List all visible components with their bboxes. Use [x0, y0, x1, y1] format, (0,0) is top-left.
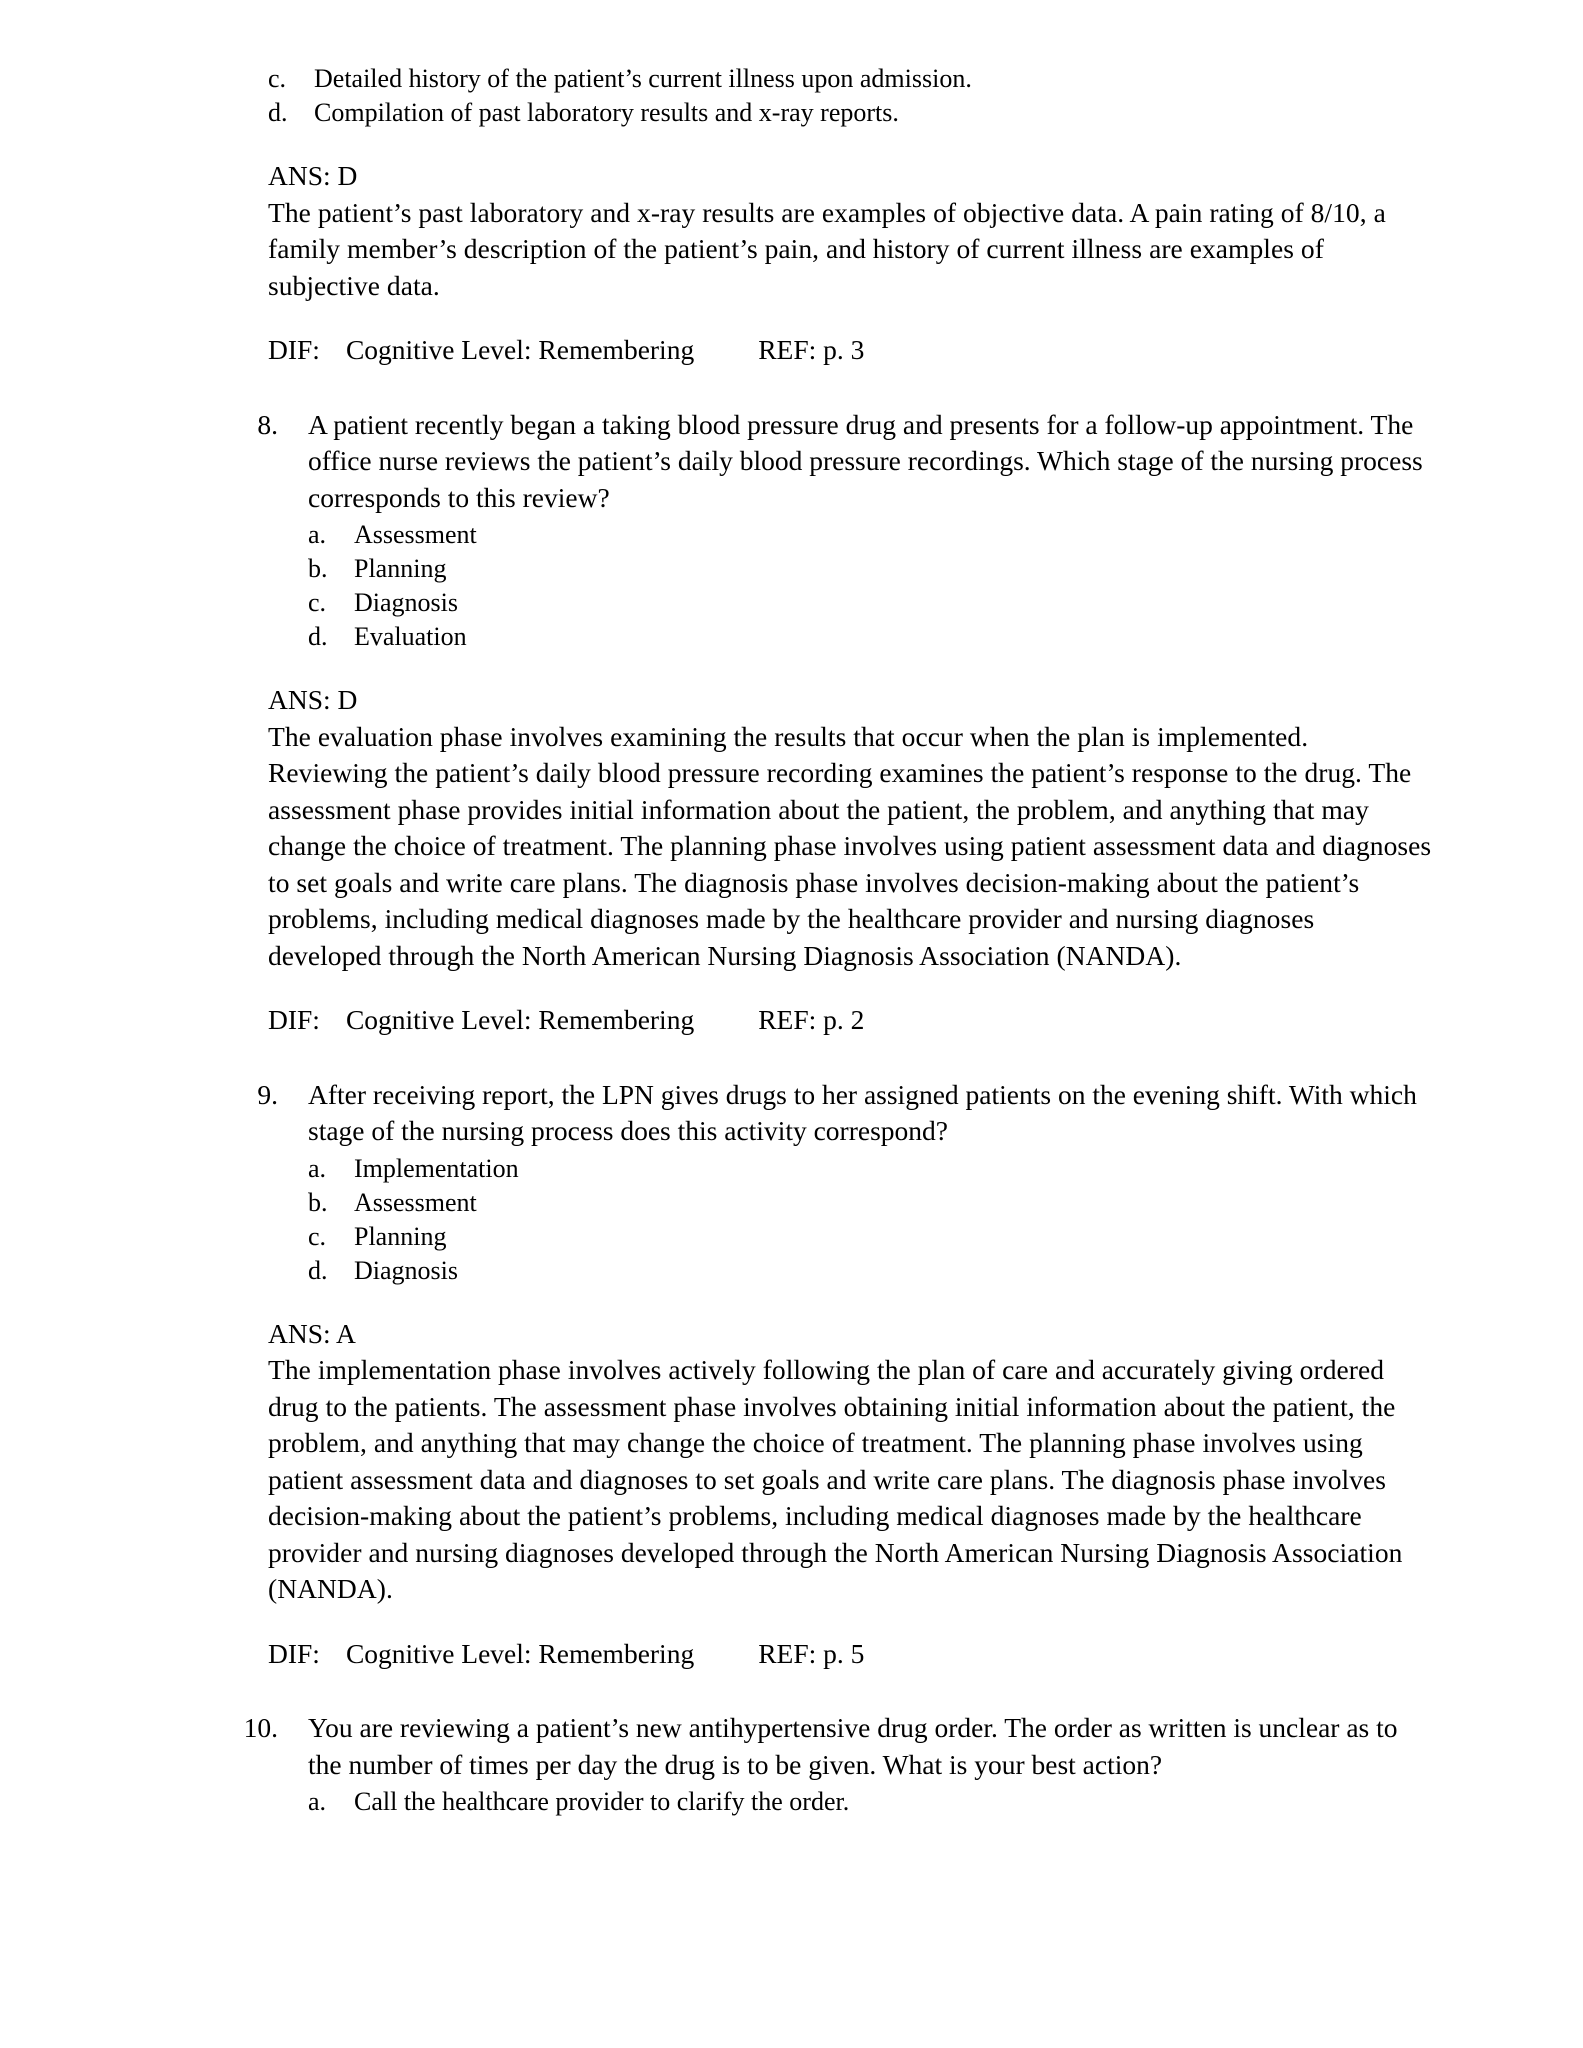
option-text: Diagnosis [354, 588, 458, 617]
list-item[interactable] [308, 552, 1432, 586]
dif-value: Cognitive Level: Remembering [345, 1637, 695, 1669]
list-item[interactable] [308, 586, 1432, 620]
option-letter: d. [308, 1255, 328, 1285]
option-text: Evaluation [354, 622, 467, 651]
metadata-line [268, 332, 1432, 369]
page-content [222, 62, 1432, 1819]
question-number: 8. [257, 408, 278, 440]
question-item [222, 407, 1432, 655]
dif-label: DIF: [268, 1004, 320, 1035]
question-stem: A patient recently began a taking blood pressure drug and presents for a follow-up appointment. The office nurse reviews the patient’s daily blood pressure recordings. Which stage of the nursing process corresponds to this review? [308, 408, 1423, 513]
answer-rationale: The evaluation phase involves examining the results that occur when the plan is implemented. Reviewing the patient’s daily blood pressure recording examines the patient’s response to the drug. The assessment phase provides initial information about the patient, the problem, and anything that may change the choice of treatment. The planning phase involves using patient assessment data and diagnoses to set goals and write care plans. The diagnosis phase involves decision-making about the patient’s problems, including medical diagnoses made by the healthcare provider and nursing diagnoses developed through the North American Nursing Diagnosis Association (NANDA). [268, 720, 1432, 971]
carryover-answer-block [268, 158, 1432, 304]
spacer [222, 1288, 1432, 1316]
option-text: Assessment [354, 520, 477, 549]
spacer [222, 369, 1432, 407]
spacer [222, 304, 1432, 332]
option-letter: c. [308, 1221, 327, 1251]
option-text: Diagnosis [354, 1255, 458, 1285]
option-text: Detailed history of the patient’s current illness upon admission. [314, 64, 972, 93]
answer-block [268, 682, 1432, 974]
list-item[interactable] [308, 1186, 1432, 1220]
question-item [222, 1710, 1432, 1819]
question-number: 10. [243, 1712, 278, 1743]
metadata-line [268, 1636, 1432, 1673]
options-list [308, 1785, 1432, 1819]
list-item[interactable] [308, 1152, 1432, 1186]
dif-label: DIF: [268, 334, 320, 365]
question-number: 9. [257, 1078, 278, 1110]
option-letter: b. [308, 1187, 328, 1217]
spacer [222, 1672, 1432, 1710]
ref-label: REF: [758, 1637, 817, 1669]
spacer [222, 1039, 1432, 1077]
option-text: Assessment [354, 1187, 477, 1217]
spacer [222, 1608, 1432, 1636]
question-stem: After receiving report, the LPN gives drugs to her assigned patients on the evening shift. With which stage of the nursing process does this activity correspond? [308, 1078, 1417, 1146]
list-item[interactable] [308, 518, 1432, 552]
metadata-line [268, 1002, 1432, 1039]
ref-label: REF: [758, 1004, 817, 1035]
option-letter: d. [308, 622, 328, 651]
list-item[interactable] [308, 620, 1432, 654]
dif-label: DIF: [268, 1637, 320, 1669]
ref-value: p. 5 [823, 1637, 865, 1669]
option-text: Call the healthcare provider to clarify the order. [354, 1787, 850, 1816]
ref-value: p. 2 [823, 1004, 865, 1035]
answer-rationale: The implementation phase involves actively following the plan of care and accurately giving ordered drug to the patients. The assessment phase involves obtaining initial information about the patient, the problem, and anything that may change the choice of treatment. The planning phase involves using patient assessment data and diagnoses to set goals and write care plans. The diagnosis phase involves decision-making about the patient’s problems, including medical diagnoses made by the healthcare provider and nursing diagnoses developed through the North American Nursing Diagnosis Association (NANDA). [268, 1354, 1403, 1604]
option-letter: d. [268, 98, 288, 127]
option-text: Implementation [354, 1153, 519, 1183]
option-letter: b. [308, 554, 328, 583]
option-letter: c. [308, 588, 327, 617]
dif-value: Cognitive Level: Remembering [345, 334, 695, 365]
list-item[interactable] [308, 1254, 1432, 1288]
options-list [308, 518, 1432, 654]
ref-value: p. 3 [823, 334, 865, 365]
carryover-options-list [268, 62, 1432, 130]
option-letter: a. [308, 1153, 327, 1183]
list-item [268, 62, 1432, 96]
option-letter: a. [308, 520, 327, 549]
answer-label: ANS: D [268, 160, 358, 191]
option-letter: a. [308, 1787, 327, 1816]
answer-rationale: The patient’s past laboratory and x-ray results are examples of objective data. A pain rating of 8/10, a family member’s description of the patient’s pain, and history of current illness are examples of subjective data. [268, 196, 1386, 301]
spacer [222, 130, 1432, 158]
option-text: Compilation of past laboratory results and x-ray reports. [314, 98, 899, 127]
answer-label: ANS: A [268, 1317, 356, 1349]
ref-label: REF: [758, 334, 817, 365]
option-text: Planning [354, 554, 447, 583]
spacer [222, 974, 1432, 1002]
option-letter: c. [268, 64, 287, 93]
question-item [222, 1077, 1432, 1288]
dif-value: Cognitive Level: Remembering [345, 1004, 695, 1035]
list-item[interactable] [308, 1220, 1432, 1254]
answer-block [268, 1316, 1432, 1608]
list-item[interactable] [308, 1785, 1432, 1819]
options-list [308, 1152, 1432, 1288]
question-stem: You are reviewing a patient’s new antihypertensive drug order. The order as written is unclear as to the number of times per day the drug is to be given. What is your best action? [308, 1712, 1398, 1780]
answer-label: ANS: D [268, 684, 358, 715]
spacer [222, 654, 1432, 682]
list-item [268, 96, 1432, 130]
option-text: Planning [354, 1221, 447, 1251]
